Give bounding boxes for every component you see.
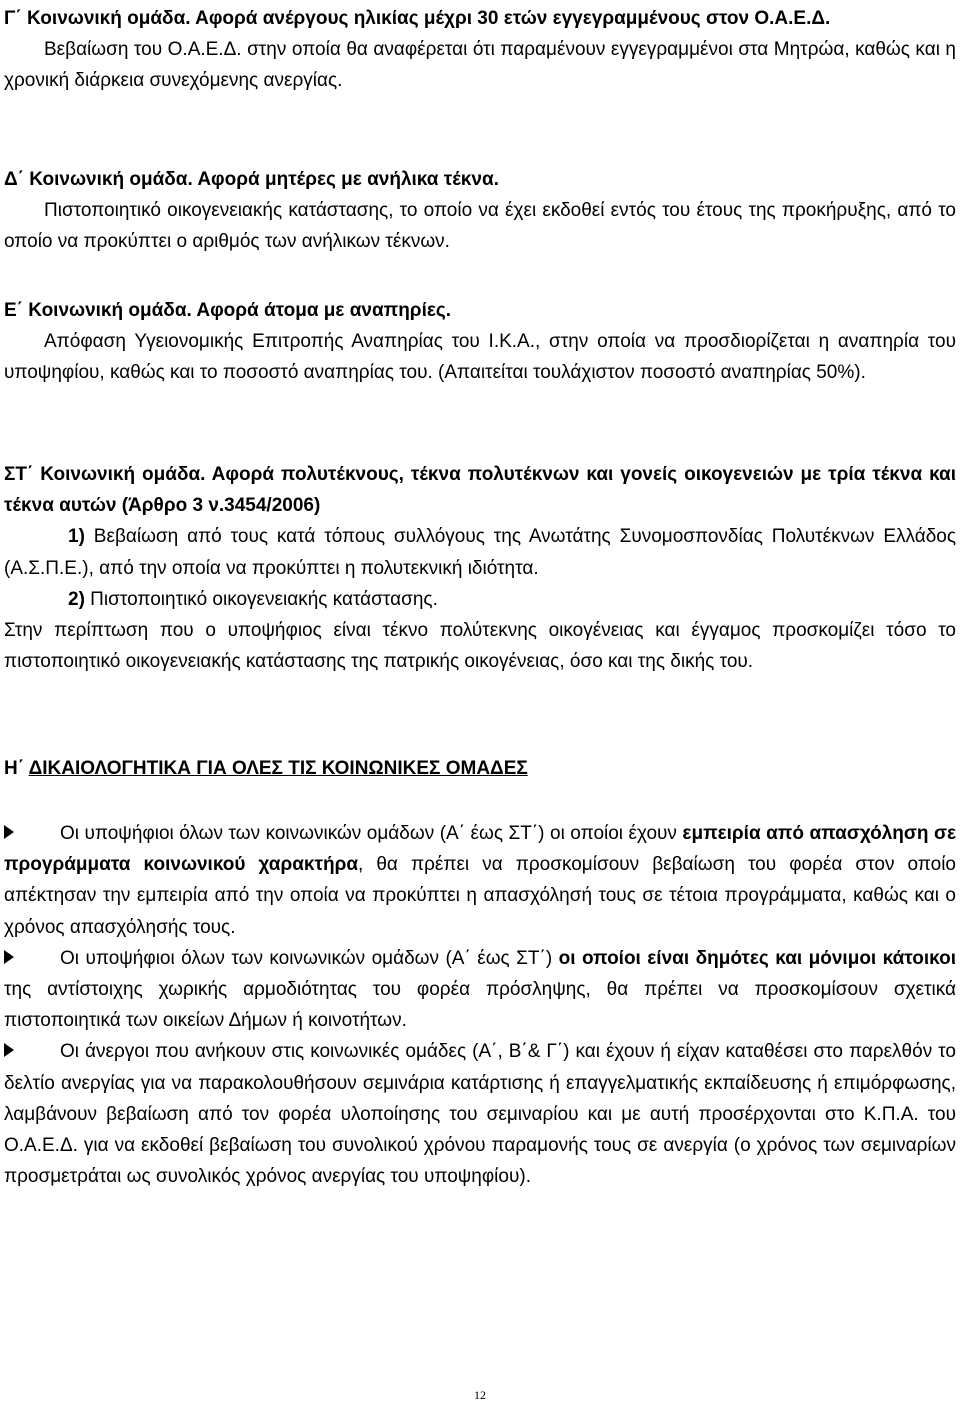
group-st-item-2-text: Πιστοποιητικό οικογενειακής κατάστασης. bbox=[84, 588, 438, 610]
triangle-bullet-icon bbox=[4, 1043, 14, 1057]
group-g-heading: Γ΄ Κοινωνική ομάδα. Αφορά ανέργους ηλικίας μέχρι 30 ετών εγγεγραμμένους στον Ο.Α.Ε.Δ. bbox=[4, 8, 831, 29]
group-d-text: Πιστοποιητικό οικογενειακής κατάστασης, το οποίο να έχει εκδοθεί εντός του έτους της προκήρυξης, από το οποίο να προκύπτει ο αριθμός των ανήλικων τέκνων. bbox=[4, 200, 956, 253]
group-d-heading: Δ΄ Κοινωνική ομάδα. Αφορά μητέρες με ανήλικα τέκνα. bbox=[4, 169, 499, 190]
section-h-prefix: Η΄ bbox=[4, 758, 29, 779]
group-st-item-2 bbox=[4, 584, 956, 615]
bullet-2-bold: οι οποίοι είναι δημότες και μόνιμοι κάτοικοι bbox=[558, 947, 956, 969]
bullet-list bbox=[4, 818, 956, 1192]
group-st-note: Στην περίπτωση που ο υποψήφιος είναι τέκνο πολύτεκνης οικογένειας και έγγαμος προσκομίζει τόσο το πιστοποιητικό οικογενειακής κατάστασης της πατρικής οικογένειας, όσο και της δικής του. bbox=[4, 620, 956, 673]
group-e-heading: Ε΄ Κοινωνική ομάδα. Αφορά άτομα με αναπηρίες. bbox=[4, 300, 452, 321]
page-number: 12 bbox=[474, 1388, 486, 1402]
section-h-heading bbox=[4, 753, 956, 784]
bullet-1-pre: Οι υποψήφιοι όλων των κοινωνικών ομάδων (Α΄ έως ΣΤ΄) οι οποίοι έχουν bbox=[60, 823, 683, 844]
bullet-1-post: , θα πρέπει να προσκομίσουν βεβαίωση του φορέα στον οποίο απέκτησαν την εμπειρία από την οποία να προκύπτει η απασχόλησή τους σε τέτοια προγράμματα, καθώς και ο χρόνος απασχόλησής τους. bbox=[4, 854, 956, 938]
group-st-heading: ΣΤ΄ Κοινωνική ομάδα. Αφορά πολυτέκνους, τέκνα πολυτέκνων και γονείς οικογενειών με τρία τέκνα και τέκνα αυτών (Άρθρο 3 ν.3454/2006) bbox=[4, 464, 956, 517]
bullet-item-1 bbox=[4, 818, 956, 943]
group-st-item-1-text: Βεβαίωση από τους κατά τόπους συλλόγους της Ανωτάτης Συνομοσπονδίας Πολυτέκνων Ελλάδος (Α.Σ.Π.Ε.), από την οποία να προκύπτει η πολυτεκνική ιδιότητα. bbox=[4, 526, 956, 579]
group-g-text: Βεβαίωση του Ο.Α.Ε.Δ. στην οποία θα αναφέρεται ότι παραμένουν εγγεγραμμένοι στα Μητρώα, καθώς και η χρονική διάρκεια συνεχόμενης ανεργίας. bbox=[4, 39, 956, 92]
bullet-2-pre: Οι υποψήφιοι όλων των κοινωνικών ομάδων (Α΄ έως ΣΤ΄) bbox=[60, 947, 559, 969]
bullet-3-pre: Οι άνεργοι που ανήκουν στις κοινωνικές ομάδες (Α΄, Β΄& Γ΄) και έχουν ή είχαν καταθέσει στο παρελθόν το δελτίο ανεργίας για να παρακολουθήσουν σεμινάρια κατάρτισης ή επαγγελματικής εκπαίδευσης ή επιμόρφωσης, λαμβάνουν βεβαίωση από τον φορέα υλοποίησης του σεμιναρίου και με αυτή προσέρχονται στο Κ.Π.Α. του Ο.Α.Ε.Δ. για να εκδοθεί βεβαίωση του συνολικού χρόνου παραμονής τους σε ανεργία (ο χρόνος των σεμιναρίων προσμετράται ως συνολικός χρόνος ανεργίας του υποψηφίου). bbox=[4, 1041, 956, 1188]
group-g-section bbox=[4, 3, 956, 97]
group-d-section bbox=[4, 164, 956, 258]
triangle-bullet-icon bbox=[4, 950, 14, 964]
bullet-item-2 bbox=[4, 943, 956, 1037]
bullet-item-3 bbox=[4, 1036, 956, 1192]
group-st-section bbox=[4, 459, 956, 677]
group-st-item-1-number: 1) bbox=[68, 526, 85, 548]
bullet-1-bold: εμπειρία από απασχόληση σε προγράμματα κοινωνικού χαρακτήρα bbox=[4, 823, 956, 876]
group-st-item-2-number: 2) bbox=[68, 588, 85, 610]
section-h-title: ΔΙΚΑΙΟΛΟΓΗΤΙΚΑ ΓΙΑ ΟΛΕΣ ΤΙΣ ΚΟΙΝΩΝΙΚΕΣ ΟΜΑΔΕΣ bbox=[28, 758, 528, 779]
triangle-bullet-icon bbox=[4, 825, 14, 839]
group-e-text: Απόφαση Υγειονομικής Επιτροπής Αναπηρίας του Ι.Κ.Α., στην οποία να προσδιορίζεται η αναπηρία του υποψηφίου, καθώς και το ποσοστό αναπηρίας του. (Απαιτείται τουλάχιστον ποσοστό αναπηρίας 50%). bbox=[4, 331, 956, 384]
group-st-item-1 bbox=[4, 521, 956, 583]
bullet-2-post: της αντίστοιχης χωρικής αρμοδιότητας του φορέα πρόσληψης, θα πρέπει να προσκομίσουν σχετικά πιστοποιητικά των οικείων Δήμων ή κοινοτήτων. bbox=[4, 979, 956, 1032]
group-e-section bbox=[4, 295, 956, 389]
